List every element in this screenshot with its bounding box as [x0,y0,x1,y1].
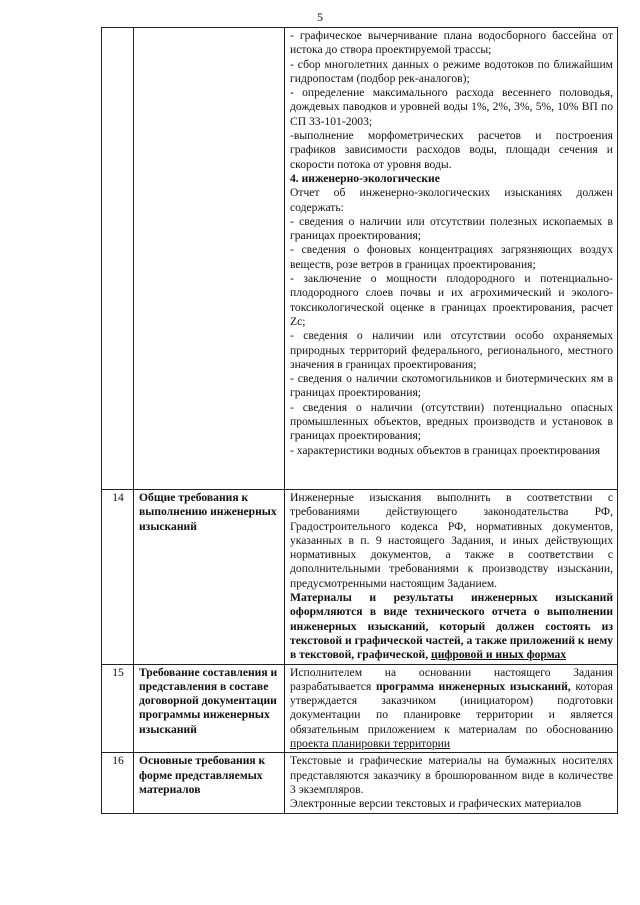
row-title: Основные требования к форме представляемых материалов [134,753,285,813]
table-row [102,490,618,665]
list-item: -выполнение морфометрических расчетов и построения графиков зависимости расходов воды, площади сечения и скорости потока от уровня воды. [290,129,613,171]
row-title: Общие требования к выполнению инженерных изысканий [134,490,285,665]
row-title [134,28,285,490]
table-row [102,28,618,490]
bold-text: программа инженерных изысканий, [376,679,571,693]
row-content [285,490,618,665]
list-item: - сведения о наличии или отсутствии полезных ископаемых в границах проектирования; [290,214,613,243]
section-heading: 4. инженерно-экологические [290,171,440,185]
row-number [102,28,134,490]
row-content [285,664,618,753]
list-item: - определение максимального расхода весеннего половодья, дождевых паводков и уровней воды 1%, 2%, 3%, 5%, 10% ВП по СП 33-101-2003; [290,86,613,128]
paragraph [290,666,613,752]
row-number: 16 [102,753,134,813]
row-number: 15 [102,664,134,753]
list-item: - сведения о наличии скотомогильников и биотермических ям в границах проектирования; [290,372,613,400]
table-row [102,753,618,813]
paragraph: Электронные версии текстовых и графических материалов [290,797,582,811]
row-number: 14 [102,490,134,665]
list-item: - графическое вычерчивание плана водосборного бассейна от истока до створа проектируемой трассы; [290,29,613,57]
list-item: - сбор многолетних данных о режиме водотоков по ближайшим гидропостам (подбор рек-аналогов); [290,57,613,85]
paragraph-bold [290,591,613,662]
list-item: - сведения о наличии (отсутствии) потенциально опасных промышленных объектов, вредных производств и установок в границах проектирования; [290,400,613,443]
row-content [285,28,618,490]
underlined-text: проекта планировки территории [290,737,451,751]
row-title: Требование составления и представления в составе договорной документации программы инженерных изысканий [134,664,285,753]
requirements-table [101,27,618,814]
text-fragment: Исполнителем на основании настоящего Задания разрабатывается [290,665,613,693]
page-number: 5 [317,10,323,24]
paragraph: Текстовые и графические материалы на бумажных носителях представляются заказчику в брошюрованном виде в количестве 3 экземпляров. [290,754,613,796]
list-item: - сведения о фоновых концентрациях загрязняющих воздух веществ, розе ветров в границах проектирования; [290,243,613,271]
row-content [285,753,618,813]
paragraph: Отчет об инженерно-экологических изысканиях должен содержать: [290,186,613,214]
list-item: - сведения о наличии или отсутствии особо охраняемых природных территорий федерального, регионального, местного значения в границах проектирования; [290,329,613,371]
list-item: - заключение о мощности плодородного и потенциально-плодородного слоев почвы и их агрохимический и эколого-токсикологической оценке в границах проектирования, расчет Zc; [290,272,613,328]
paragraph: Инженерные изыскания выполнить в соответствии с требованиями действующего законодательства РФ, Градостроительного кодекса РФ, нормативных документов, указанных в п. 9 настоящего Задания, и иных действующих нормативных документов, а также в соответствии с дополнительными требованиями к производству изыскании, предусмотренными настоящим Заданием. [290,491,613,590]
text-fragment: которая утверждается заказчиком (инициатором) подготовки документации по планировке территории и является обязательным приложением к материалам по обоснованию [290,679,613,736]
list-item: - характеристики водных объектов в границах проектирования [290,443,601,457]
bold-text: Материалы и результаты инженерных изысканий оформляются в виде технического отчета о выполнении инженерных изысканий, который должен состоять из текстовой и графической частей, а также приложений к нему в текстовой, графической, [290,591,614,662]
underlined-bold-text: цифровой и иных формах [431,648,567,662]
table-row [102,664,618,753]
